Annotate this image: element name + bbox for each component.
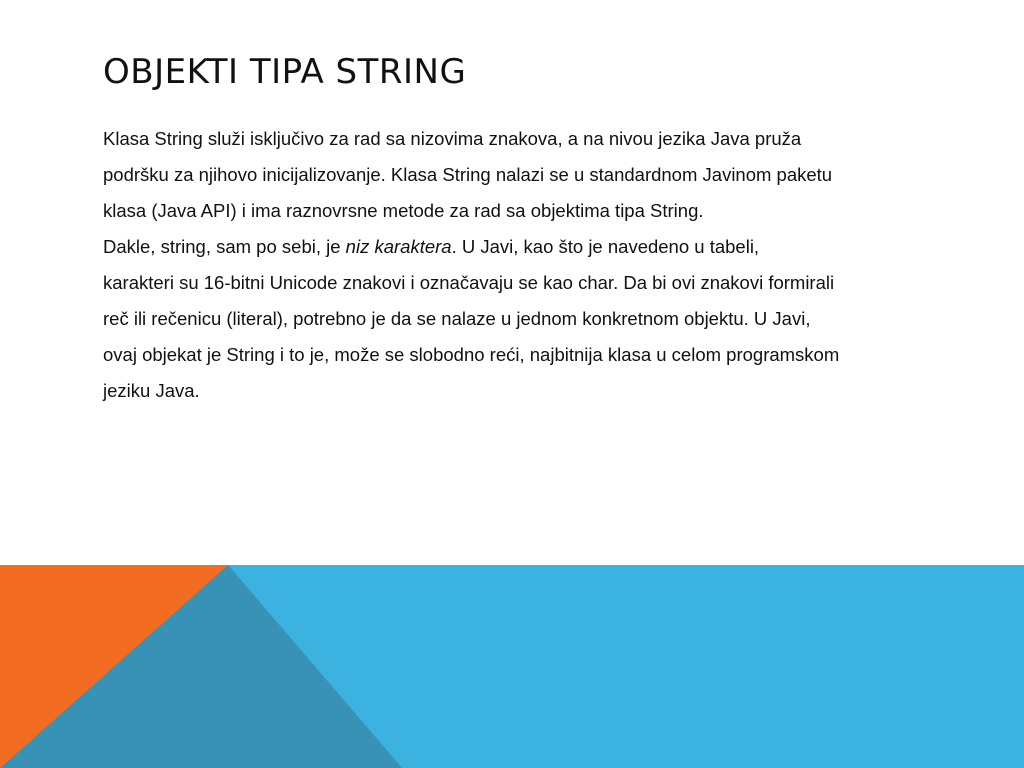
slide-body xyxy=(103,127,933,415)
body-paragraph xyxy=(103,307,933,331)
paragraph-text: Klasa String služi isključivo za rad sa nizovima znakova, a na nivou jezika Java pruža xyxy=(103,128,802,149)
paragraph-text: ovaj objekat je String i to je, može se slobodno reći, najbitnija klasa u celom programskom xyxy=(103,344,840,365)
paragraph-text: . U Javi, kao što je navedeno u tabeli, xyxy=(451,236,760,257)
footer-graphic xyxy=(0,565,1024,768)
paragraph-text: . Da bi ovi znakovi formirali xyxy=(613,272,835,293)
body-paragraph xyxy=(103,163,933,187)
paragraph-text: karakteri su 16-bitni Unicode znakovi i označavaju se kao xyxy=(103,272,579,293)
paragraph-text: jeziku Java. xyxy=(103,380,200,401)
paragraph-text: klasa (Java API) i ima raznovrsne metode za rad sa objektima tipa String. xyxy=(103,200,704,221)
paragraph-text: reč ili rečenicu (literal), potrebno je da se nalaze u jednom konkretnom objektu. U Javi, xyxy=(103,308,811,329)
emphasis-niz-karaktera: niz karaktera xyxy=(345,236,452,257)
body-paragraph xyxy=(103,343,933,367)
body-paragraph xyxy=(103,127,933,151)
body-paragraph xyxy=(103,379,933,403)
paragraph-text: podršku za njihovo inicijalizovanje. Klasa String nalazi se u standardnom Javinom paketu xyxy=(103,164,833,185)
slide-title: OBJEKTI TIPA STRING xyxy=(103,52,467,92)
body-paragraph xyxy=(103,271,933,295)
body-paragraph xyxy=(103,199,933,223)
decorative-footer xyxy=(0,565,1024,768)
keyword-char: char xyxy=(578,272,614,293)
body-paragraph xyxy=(103,235,933,259)
paragraph-text: Dakle, string, sam po sebi, je xyxy=(103,236,346,257)
